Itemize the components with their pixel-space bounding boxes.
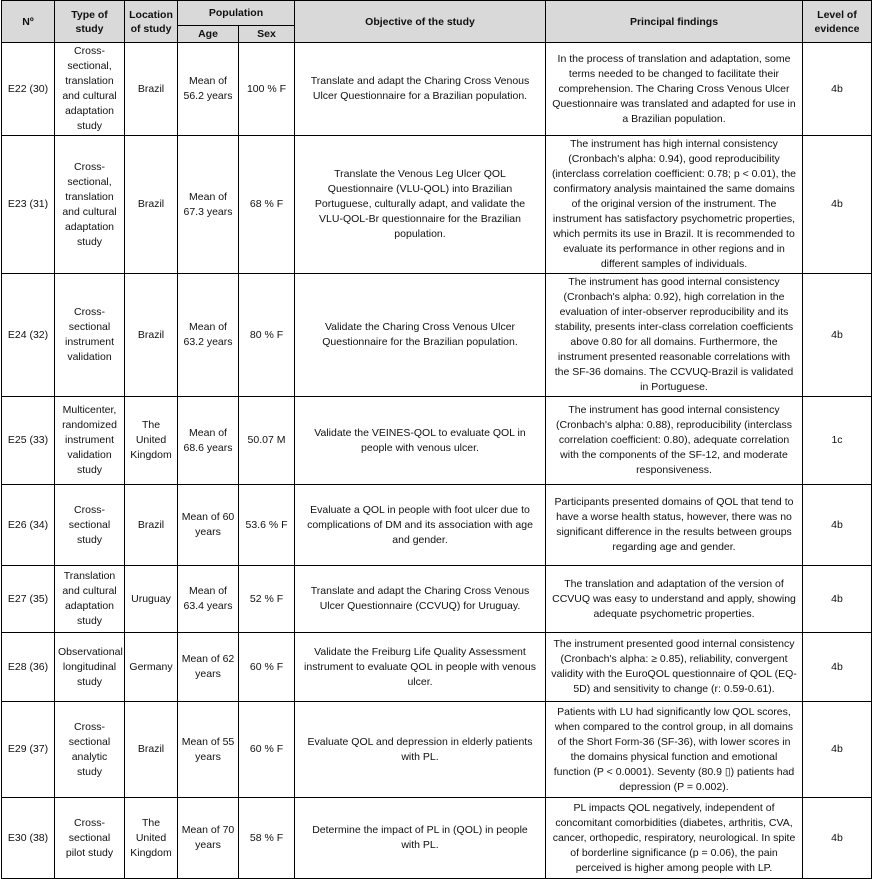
study-findings: PL impacts QOL negatively, independent of concomitant comorbidities (diabetes, arthritis, CVA, cancer, orthopedic, respiratory, neurological. In spite of borderline significance (p = 0.06), the pain perceived is higher among people with LP. <box>546 798 803 879</box>
population-age: Mean of 56.2 years <box>178 43 239 136</box>
study-location: The United Kingdom <box>125 798 178 879</box>
study-objective: Translate and adapt the Charing Cross Venous Ulcer Questionnaire for a Brazilian population. <box>295 43 546 136</box>
study-type: Cross-sectional instrument validation <box>55 274 125 397</box>
table-body <box>2 43 872 879</box>
study-location: Brazil <box>125 43 178 136</box>
header-population: Population <box>178 1 295 26</box>
study-number: E23 (31) <box>2 136 55 274</box>
study-type: Observational longitudinal study <box>55 633 125 702</box>
study-location: Brazil <box>125 136 178 274</box>
population-age: Mean of 63.4 years <box>178 566 239 633</box>
study-location: Germany <box>125 633 178 702</box>
study-objective: Validate the VEINES-QOL to evaluate QOL in people with venous ulcer. <box>295 397 546 485</box>
population-age: Mean of 62 years <box>178 633 239 702</box>
study-number: E28 (36) <box>2 633 55 702</box>
study-number: E30 (38) <box>2 798 55 879</box>
header-objective: Objective of the study <box>295 1 546 43</box>
study-location: Uruguay <box>125 566 178 633</box>
study-location: Brazil <box>125 485 178 566</box>
evidence-level: 4b <box>803 566 872 633</box>
table-row <box>2 43 872 136</box>
study-number: E27 (35) <box>2 566 55 633</box>
study-objective: Determine the impact of PL in (QOL) in people with PL. <box>295 798 546 879</box>
population-age: Mean of 70 years <box>178 798 239 879</box>
study-findings: The instrument has good internal consistency (Cronbach's alpha: 0.92), high correlation in the evaluation of inter-observer reproducibility and its stability, presents inter-class correlation coefficients above 0.80 for all domains. Furthermore, the instrument presented reasonable correlations with the SF-36 domains. The CCVUQ-Brazil is validated in Portuguese. <box>546 274 803 397</box>
table-row <box>2 702 872 798</box>
table-row <box>2 274 872 397</box>
population-sex: 60 % F <box>239 702 295 798</box>
study-type: Cross-sectional analytic study <box>55 702 125 798</box>
population-sex: 52 % F <box>239 566 295 633</box>
study-objective: Validate the Charing Cross Venous Ulcer Questionnaire for the Brazilian population. <box>295 274 546 397</box>
population-age: Mean of 55 years <box>178 702 239 798</box>
study-objective: Translate and adapt the Charing Cross Venous Ulcer Questionnaire (CCVUQ) for Uruguay. <box>295 566 546 633</box>
evidence-level: 4b <box>803 136 872 274</box>
study-findings: In the process of translation and adaptation, some terms needed to be changed to facilitate their comprehension. The Charing Cross Venous Ulcer Questionnaire was translated and adapted for use in a Brazilian population. <box>546 43 803 136</box>
study-type: Cross-sectional pilot study <box>55 798 125 879</box>
study-objective: Evaluate a QOL in people with foot ulcer due to complications of DM and its association with age and gender. <box>295 485 546 566</box>
header-age: Age <box>178 26 239 43</box>
table-row <box>2 136 872 274</box>
table-header <box>2 1 872 43</box>
evidence-level: 4b <box>803 798 872 879</box>
population-sex: 60 % F <box>239 633 295 702</box>
population-sex: 58 % F <box>239 798 295 879</box>
evidence-level: 4b <box>803 702 872 798</box>
evidence-level: 4b <box>803 43 872 136</box>
study-findings: The instrument has good internal consistency (Cronbach's alpha: 0.88), reproducibility (interclass correlation coefficient: 0.80), adequate correlation with the components of the SF-12, and moderate responsiveness. <box>546 397 803 485</box>
study-number: E29 (37) <box>2 702 55 798</box>
study-number: E24 (32) <box>2 274 55 397</box>
table-row <box>2 798 872 879</box>
study-location: Brazil <box>125 702 178 798</box>
study-findings: Participants presented domains of QOL that tend to have a worse health status, however, there was no significant difference in the results between groups regarding age and gender. <box>546 485 803 566</box>
study-findings: The translation and adaptation of the version of CCVUQ was easy to understand and apply, showing adequate psychometric properties. <box>546 566 803 633</box>
population-sex: 68 % F <box>239 136 295 274</box>
table-row <box>2 397 872 485</box>
header-type: Type of study <box>55 1 125 43</box>
header-location: Location of study <box>125 1 178 43</box>
study-type: Cross-sectional, translation and cultural adaptation study <box>55 43 125 136</box>
population-age: Mean of 63.2 years <box>178 274 239 397</box>
study-type: Cross-sectional study <box>55 485 125 566</box>
study-type: Cross-sectional, translation and cultural adaptation study <box>55 136 125 274</box>
study-findings: The instrument has high internal consistency (Cronbach's alpha: 0.94), good reproducibility (interclass correlation coefficient: 0.78; p < 0.01), the confirmatory analysis maintained the same domains of the original version of the instrument. The instrument has satisfactory psychometric properties, which permits its use in Brazil. It is recommended to evaluate its performance in other regions and in different samples of individuals. <box>546 136 803 274</box>
evidence-level: 1c <box>803 397 872 485</box>
study-objective: Evaluate QOL and depression in elderly patients with PL. <box>295 702 546 798</box>
population-sex: 53.6 % F <box>239 485 295 566</box>
evidence-level: 4b <box>803 633 872 702</box>
study-objective: Validate the Freiburg Life Quality Assessment instrument to evaluate QOL in people with venous ulcer. <box>295 633 546 702</box>
table-row <box>2 566 872 633</box>
study-location: The United Kingdom <box>125 397 178 485</box>
study-objective: Translate the Venous Leg Ulcer QOL Questionnaire (VLU-QOL) into Brazilian Portuguese, culturally adapt, and validate the VLU-QOL-Br questionnaire for the Brazilian population. <box>295 136 546 274</box>
population-age: Mean of 68.6 years <box>178 397 239 485</box>
table-row <box>2 633 872 702</box>
population-sex: 100 % F <box>239 43 295 136</box>
study-number: E22 (30) <box>2 43 55 136</box>
population-sex: 80 % F <box>239 274 295 397</box>
study-type: Translation and cultural adaptation study <box>55 566 125 633</box>
study-type: Multicenter, randomized instrument validation study <box>55 397 125 485</box>
study-findings: The instrument presented good internal consistency (Cronbach's alpha: ≥ 0.85), reliability, convergent validity with the EuroQOL questionnaire of QOL (EQ-5D) and sensitivity to change (r: 0.59-0.61). <box>546 633 803 702</box>
table-row <box>2 485 872 566</box>
study-number: E26 (34) <box>2 485 55 566</box>
evidence-level: 4b <box>803 485 872 566</box>
population-age: Mean of 60 years <box>178 485 239 566</box>
header-number: Nº <box>2 1 55 43</box>
evidence-level: 4b <box>803 274 872 397</box>
population-sex: 50.07 M <box>239 397 295 485</box>
header-findings: Principal findings <box>546 1 803 43</box>
studies-table <box>1 0 872 879</box>
header-sex: Sex <box>239 26 295 43</box>
population-age: Mean of 67.3 years <box>178 136 239 274</box>
study-location: Brazil <box>125 274 178 397</box>
study-number: E25 (33) <box>2 397 55 485</box>
header-evidence: Level of evidence <box>803 1 872 43</box>
study-findings: Patients with LU had significantly low QOL scores, when compared to the control group, in all domains of the Short Form-36 (SF-36), with lower scores in the domains physical function and emotional function (P < 0.0001). Seventy (80.9 ▯) patients had depression (P = 0.002). <box>546 702 803 798</box>
